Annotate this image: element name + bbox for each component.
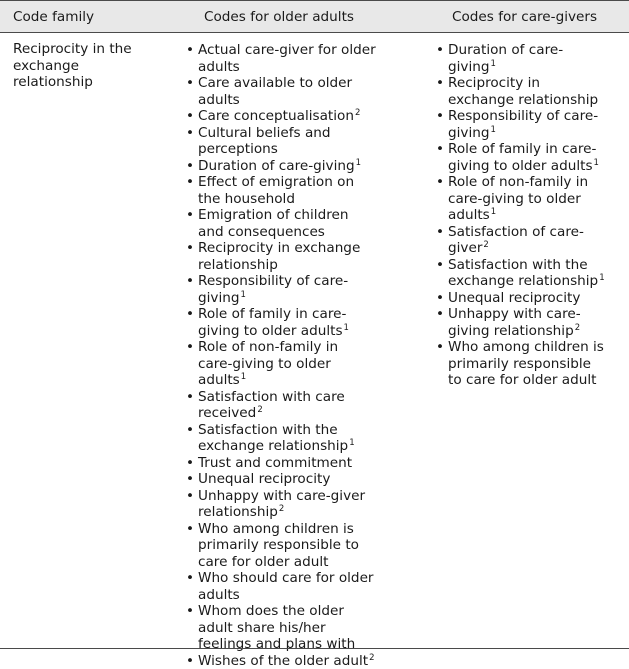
code-text: Duration of care-giving: [448, 42, 563, 75]
code-text: Reciprocity in exchange relationship: [448, 75, 598, 108]
footnote-marker: 1: [356, 158, 361, 168]
code-text: Reciprocity in exchange relationship: [198, 240, 360, 273]
code-text: Unequal reciprocity: [448, 290, 580, 306]
code-text: Role of family in care-giving to older adults: [448, 141, 596, 174]
header-codes-older-adults: Codes for older adults: [204, 9, 354, 25]
list-item: [186, 306, 376, 339]
code-text: Satisfaction with care received: [198, 389, 345, 422]
code-text: Care available to older adults: [198, 75, 352, 108]
footnote-marker: 1: [490, 125, 495, 135]
footnote-marker: 1: [594, 158, 599, 168]
footnote-marker: 1: [344, 323, 349, 333]
code-text: Actual care-giver for older adults: [198, 42, 376, 75]
list-item: [436, 224, 606, 257]
code-text: Unhappy with care-giving relationship: [448, 306, 581, 339]
footnote-marker: 2: [483, 240, 488, 250]
older-adults-code-list: [186, 42, 376, 669]
list-item: [186, 108, 376, 125]
code-text: Unequal reciprocity: [198, 471, 330, 487]
list-item: [436, 108, 606, 141]
list-item: [186, 455, 376, 472]
code-text: Who should care for older adults: [198, 570, 374, 603]
code-text: Wishes of the older adult: [198, 653, 368, 669]
list-item: [436, 257, 606, 290]
footnote-marker: 1: [491, 207, 496, 217]
footnote-marker: 1: [490, 59, 495, 69]
list-item: [436, 174, 606, 224]
list-item: [186, 570, 376, 603]
code-text: Care conceptualisation: [198, 108, 354, 124]
list-item: [186, 521, 376, 571]
code-text: Who among children is primarily responsible to care for older adult: [448, 339, 604, 388]
list-item: [186, 207, 376, 240]
code-text: Satisfaction with the exchange relationship: [198, 422, 348, 455]
footnote-marker: 2: [575, 323, 580, 333]
code-text: Trust and commitment: [198, 455, 352, 471]
footnote-marker: 2: [257, 405, 262, 415]
list-item: [186, 42, 376, 75]
list-item: [186, 471, 376, 488]
code-text: Who among children is primarily responsible to care for older adult: [198, 521, 359, 570]
footnote-marker: 1: [241, 372, 246, 382]
code-text: Responsibility of care-giving: [198, 273, 348, 306]
header-code-family: Code family: [13, 9, 94, 25]
list-item: [436, 75, 606, 108]
footnote-marker: 2: [369, 653, 374, 663]
code-text: Responsibility of care-giving: [448, 108, 598, 141]
table-bottom-rule: [0, 648, 629, 649]
code-text: Emigration of children and consequences: [198, 207, 348, 240]
list-item: [436, 306, 606, 339]
list-item: [186, 389, 376, 422]
footnote-marker: 2: [279, 504, 284, 514]
list-item: [186, 273, 376, 306]
code-text: Whom does the older adult share his/her feelings and plans with: [198, 603, 355, 652]
list-item: [436, 141, 606, 174]
code-text: Cultural beliefs and perceptions: [198, 125, 331, 158]
footnote-marker: 1: [349, 438, 354, 448]
care-givers-code-list: [436, 42, 606, 389]
code-text: Role of family in care-giving to older adults: [198, 306, 346, 339]
code-text: Unhappy with care-giver relationship: [198, 488, 365, 521]
list-item: [186, 653, 376, 669]
code-text: Duration of care-giving: [198, 158, 355, 174]
list-item: [186, 240, 376, 273]
code-text: Role of non-family in care-giving to older adults: [198, 339, 338, 388]
code-text: Satisfaction with the exchange relationship: [448, 257, 598, 290]
footnote-marker: 1: [599, 273, 604, 283]
list-item: [186, 158, 376, 175]
list-item: [186, 603, 376, 653]
table-header: [0, 0, 629, 33]
code-text: Role of non-family in care-giving to older adults: [448, 174, 588, 223]
footnote-marker: 2: [355, 108, 360, 118]
footnote-marker: 1: [240, 290, 245, 300]
list-item: [186, 174, 376, 207]
list-item: [186, 125, 376, 158]
list-item: [186, 422, 376, 455]
list-item: [436, 290, 606, 307]
list-item: [436, 42, 606, 75]
list-item: [186, 488, 376, 521]
code-family-cell: Reciprocity in the exchange relationship: [13, 41, 163, 91]
list-item: [436, 339, 606, 389]
code-text: Effect of emigration on the household: [198, 174, 354, 207]
list-item: [186, 75, 376, 108]
code-text: Satisfaction of care-giver: [448, 224, 584, 257]
list-item: [186, 339, 376, 389]
header-codes-care-givers: Codes for care-givers: [452, 9, 597, 25]
